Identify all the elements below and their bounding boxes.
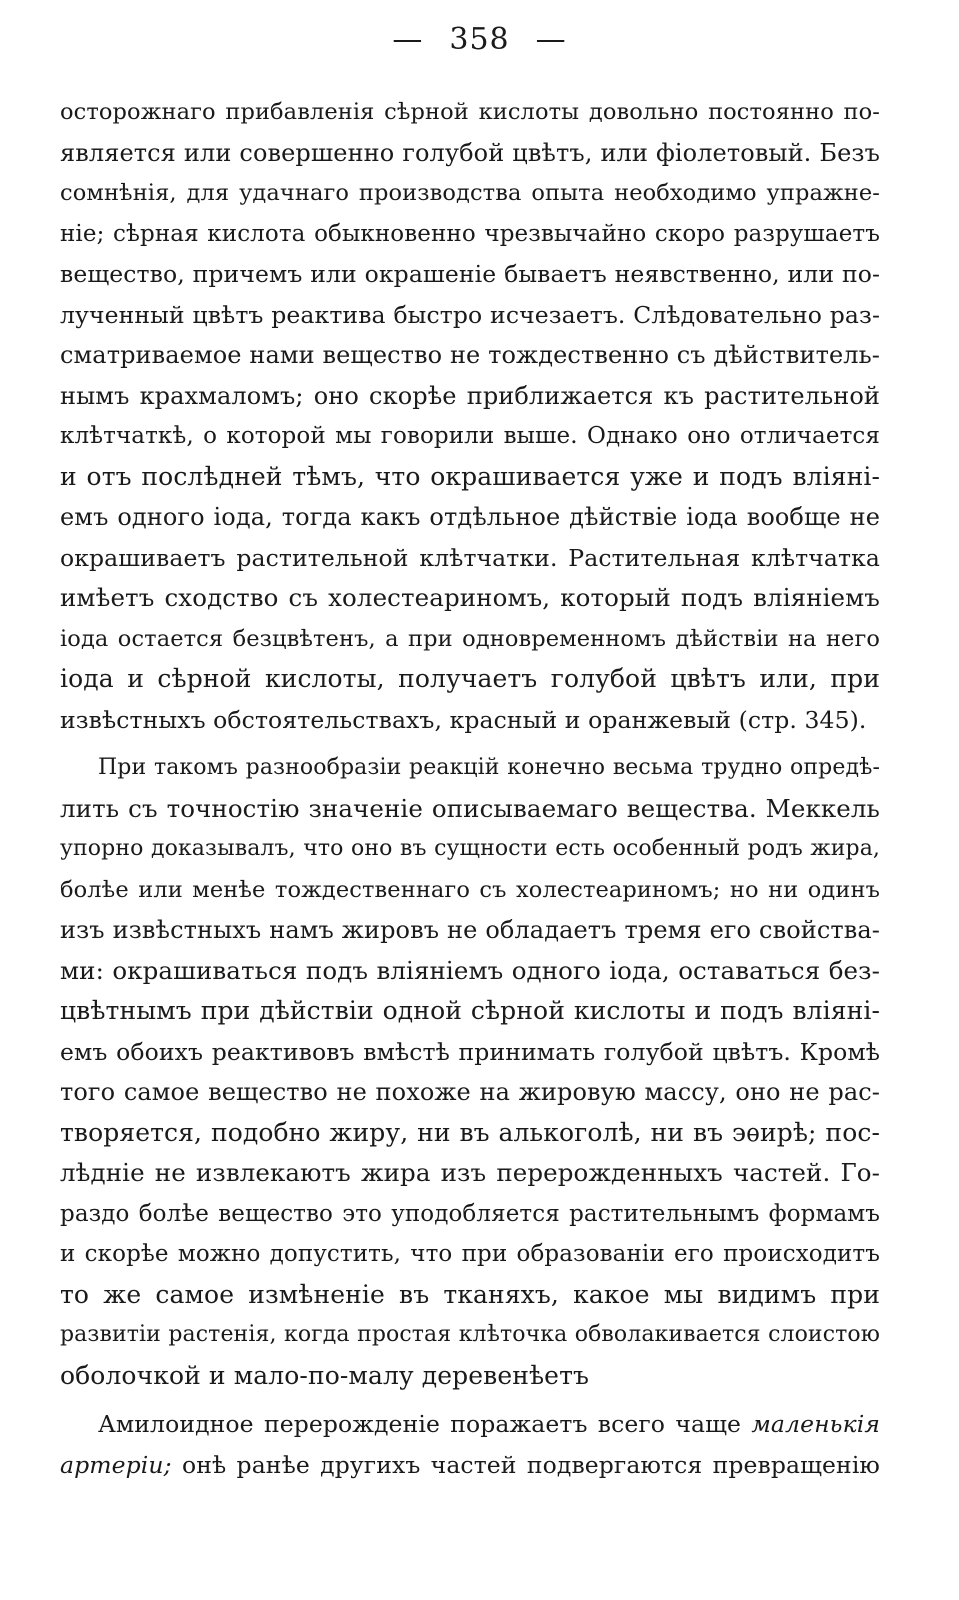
text-line: раздо болѣе вещество это уподобляется растительнымъ формамъ: [60, 1200, 880, 1227]
text-line: является или совершенно голубой цвѣтъ, или фіолетовый. Безъ: [60, 138, 880, 167]
text-line: того самое вещество не похоже на жировую массу, оно не рас-: [60, 1078, 880, 1106]
text-line: вещество, причемъ или окрашеніе бываетъ неявственно, или по-: [60, 260, 880, 288]
text-line: лѣдніе не извлекаютъ жира изъ перерожденныхъ частей. Го-: [60, 1158, 880, 1187]
text-line: то же самое измѣненіе въ тканяхъ, какое мы видимъ при: [60, 1279, 880, 1309]
text-line: упорно доказывалъ, что оно въ сущности есть особенный родъ жира,: [60, 836, 880, 861]
page-number: 358: [449, 22, 510, 57]
paragraph-gap: [60, 1396, 880, 1404]
text-line: сомнѣнія, для удачнаго производства опыта необходимо упражне-: [60, 180, 880, 206]
text-line: клѣтчаткѣ, о которой мы говорили выше. Однако оно отличается: [60, 423, 880, 449]
text-line: оболочкой и мало-по-малу деревенѣетъ: [60, 1360, 590, 1390]
text-line: При такомъ разнообразіи реакцій конечно весьма трудно опредѣ-: [98, 755, 880, 780]
text-line: имѣетъ сходство съ холестеариномъ, который подъ вліяніемъ: [60, 583, 880, 612]
text-line: іода остается безцвѣтенъ, а при одновременномъ дѣйствіи на него: [60, 625, 880, 652]
text-line: іода и сѣрной кислоты, получаетъ голубой цвѣтъ или, при: [60, 664, 880, 693]
text-line: окрашиваетъ растительной клѣтчатки. Растительная клѣтчатка: [60, 543, 880, 572]
header-dash-right: —: [535, 22, 567, 57]
text-line: изъ извѣстныхъ намъ жировъ не обладаетъ тремя его свойства-: [60, 916, 880, 944]
text-line: болѣе или менѣе тождественнаго съ холестеариномъ; но ни одинъ: [60, 876, 880, 903]
paragraph-2: [60, 748, 880, 1396]
text-line: лученный цвѣтъ реактива быстро исчезаетъ. Слѣдовательно раз-: [60, 300, 880, 329]
paragraph-3: [60, 1404, 880, 1485]
text-line: цвѣтнымъ при дѣйствіи одной сѣрной кислоты и подъ вліяні-: [60, 996, 880, 1025]
text-line: ми: окрашиваться подъ вліяніемъ одного іода, оставаться без-: [60, 955, 880, 985]
text-line: творяется, подобно жиру, ни въ алькоголѣ, ни въ эѳирѣ; пос-: [60, 1117, 880, 1147]
header-dash-left: —: [392, 22, 424, 57]
text-line: развитіи растенія, когда простая клѣточка обволакивается слоистою: [60, 1322, 880, 1347]
text-line: емъ обоихъ реактивовъ вмѣстѣ принимать голубой цвѣтъ. Кромѣ: [60, 1037, 880, 1066]
text-line: [60, 1404, 880, 1445]
italic-emphasis: артеріи;: [60, 1450, 172, 1479]
text-line: лить съ точностію значеніе описываемаго вещества. Меккель: [60, 793, 880, 823]
text-run: Амилоидное перерожденіе поражаетъ всего чаще: [98, 1410, 752, 1438]
text-line: сматриваемое нами вещество не тождественно съ дѣйствитель-: [60, 341, 880, 369]
text-line: ніе; сѣрная кислота обыкновенно чрезвычайно скоро разрушаетъ: [60, 220, 880, 247]
text-line: емъ одного іода, тогда какъ отдѣльное дѣйствіе іода вообще не: [60, 503, 880, 531]
text-line: нымъ крахмаломъ; оно скорѣе приближается къ растительной: [60, 381, 880, 410]
text-line: извѣстныхъ обстоятельствахъ, красный и оранжевый (стр. 345).: [60, 705, 867, 734]
italic-emphasis: маленькія: [751, 1410, 880, 1438]
text-run: онѣ ранѣе другихъ частей подвергаются превращенію: [171, 1450, 880, 1479]
paragraph-gap: [60, 740, 880, 748]
text-line: [60, 1445, 880, 1486]
page-header: [0, 22, 959, 57]
body-text: [60, 92, 880, 1485]
text-line: осторожнаго прибавленія сѣрной кислоты довольно постоянно по-: [60, 99, 880, 125]
text-line: и отъ послѣдней тѣмъ, что окрашивается уже и подъ вліяні-: [60, 461, 880, 491]
paragraph-1: [60, 92, 880, 740]
text-line: и скорѣе можно допустить, что при образованіи его происходитъ: [60, 1241, 880, 1267]
